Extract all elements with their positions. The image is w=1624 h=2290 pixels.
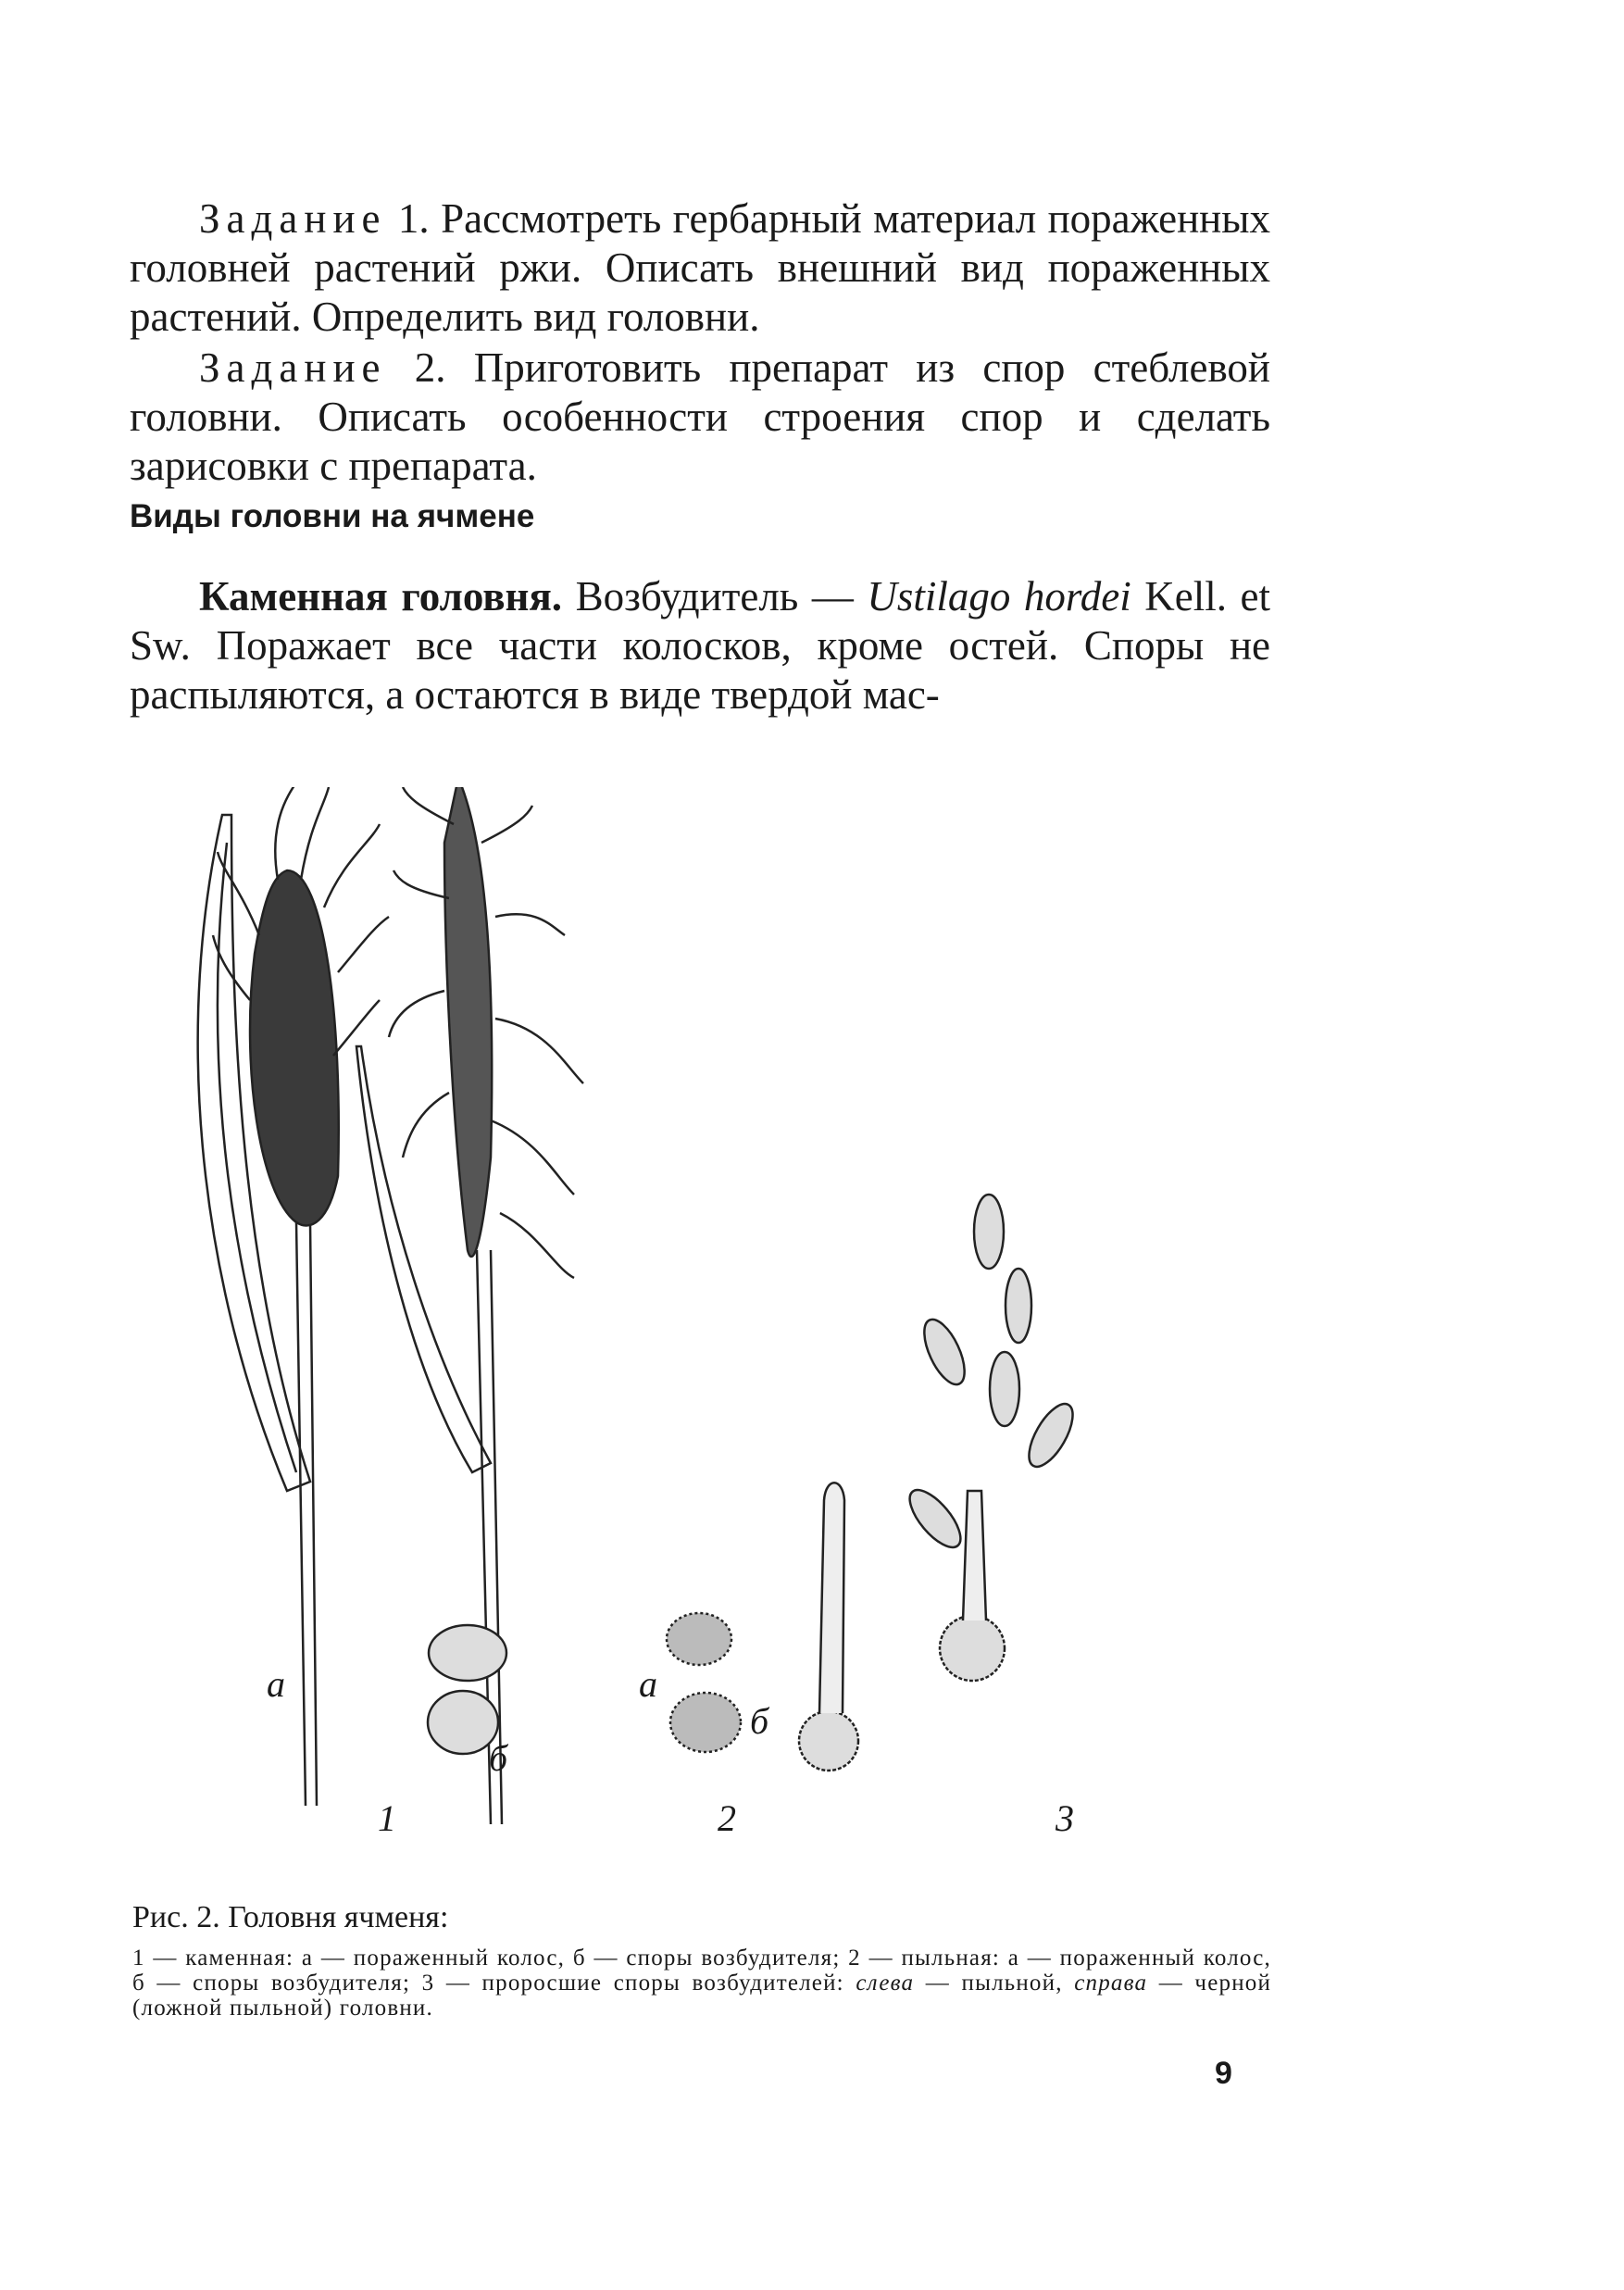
body-paragraph <box>130 572 1270 720</box>
fig-label-1a: а <box>267 1663 285 1705</box>
figure-illustration <box>139 787 1278 1898</box>
spore-2a <box>667 1613 731 1665</box>
body-pathogen-prefix: Возбудитель — <box>575 573 854 619</box>
body-term: Каменная головня. <box>199 573 563 619</box>
figure-caption-body: 1 — каменная: а — пораженный колос, б — споры возбудителя; 2 — пыльная: а — пораженный колос, б — споры возбудителя; 3 — проросшие споры возбудителей: слева — пыльной, справа — черной (ложной пыльной) головни. <box>132 1946 1272 2021</box>
tasks-block <box>130 194 1270 491</box>
body-authors: Kell. et Sw. <box>130 573 1271 669</box>
fig-label-1: 1 <box>378 1797 396 1839</box>
task-2 <box>130 344 1270 491</box>
plant-1-stem <box>296 1222 317 1806</box>
body-text: Поражает все части колосков, кроме остей. Споры не распыляются, а остаются в виде твердой мас- <box>130 622 1271 718</box>
task-1-number: 1. <box>397 195 430 242</box>
task-2-number: 2. <box>414 344 446 391</box>
spore-1a <box>429 1625 506 1681</box>
task-1-text: Рассмотреть гербарный материал пораженных головней растений ржи. Описать внешний вид пораженных растений. Определить вид головни. <box>130 195 1270 340</box>
fig-label-1b: б <box>489 1737 508 1779</box>
task-2-label: Задание <box>199 344 387 391</box>
plant-1-ear <box>250 870 339 1225</box>
spore-2b <box>670 1693 741 1752</box>
plant-2-ear <box>444 787 492 1257</box>
body-block <box>130 572 1270 720</box>
body-latin-name: Ustilago hordei <box>867 573 1131 619</box>
fig-label-2b: б <box>750 1700 769 1742</box>
figure-barley-smut <box>139 787 1278 1898</box>
section-heading: Виды головни на ячмене <box>130 498 535 534</box>
figure-caption-title: Рис. 2. Головня ячменя: <box>132 1900 449 1934</box>
task-1-label: Задание <box>199 195 387 242</box>
page-number: 9 <box>1215 2056 1232 2091</box>
germinated-spore-left <box>799 1711 858 1771</box>
fig-label-3: 3 <box>1056 1797 1074 1839</box>
task-1 <box>130 194 1270 342</box>
fig-label-2: 2 <box>718 1797 736 1839</box>
task-2-text: Приготовить препарат из спор стеблевой головни. Описать особенности строения спор и сделать зарисовки с препарата. <box>130 344 1271 489</box>
germinated-spore-right <box>940 1616 1005 1681</box>
fig-label-2a: а <box>639 1663 657 1705</box>
spore-1b <box>428 1691 498 1754</box>
